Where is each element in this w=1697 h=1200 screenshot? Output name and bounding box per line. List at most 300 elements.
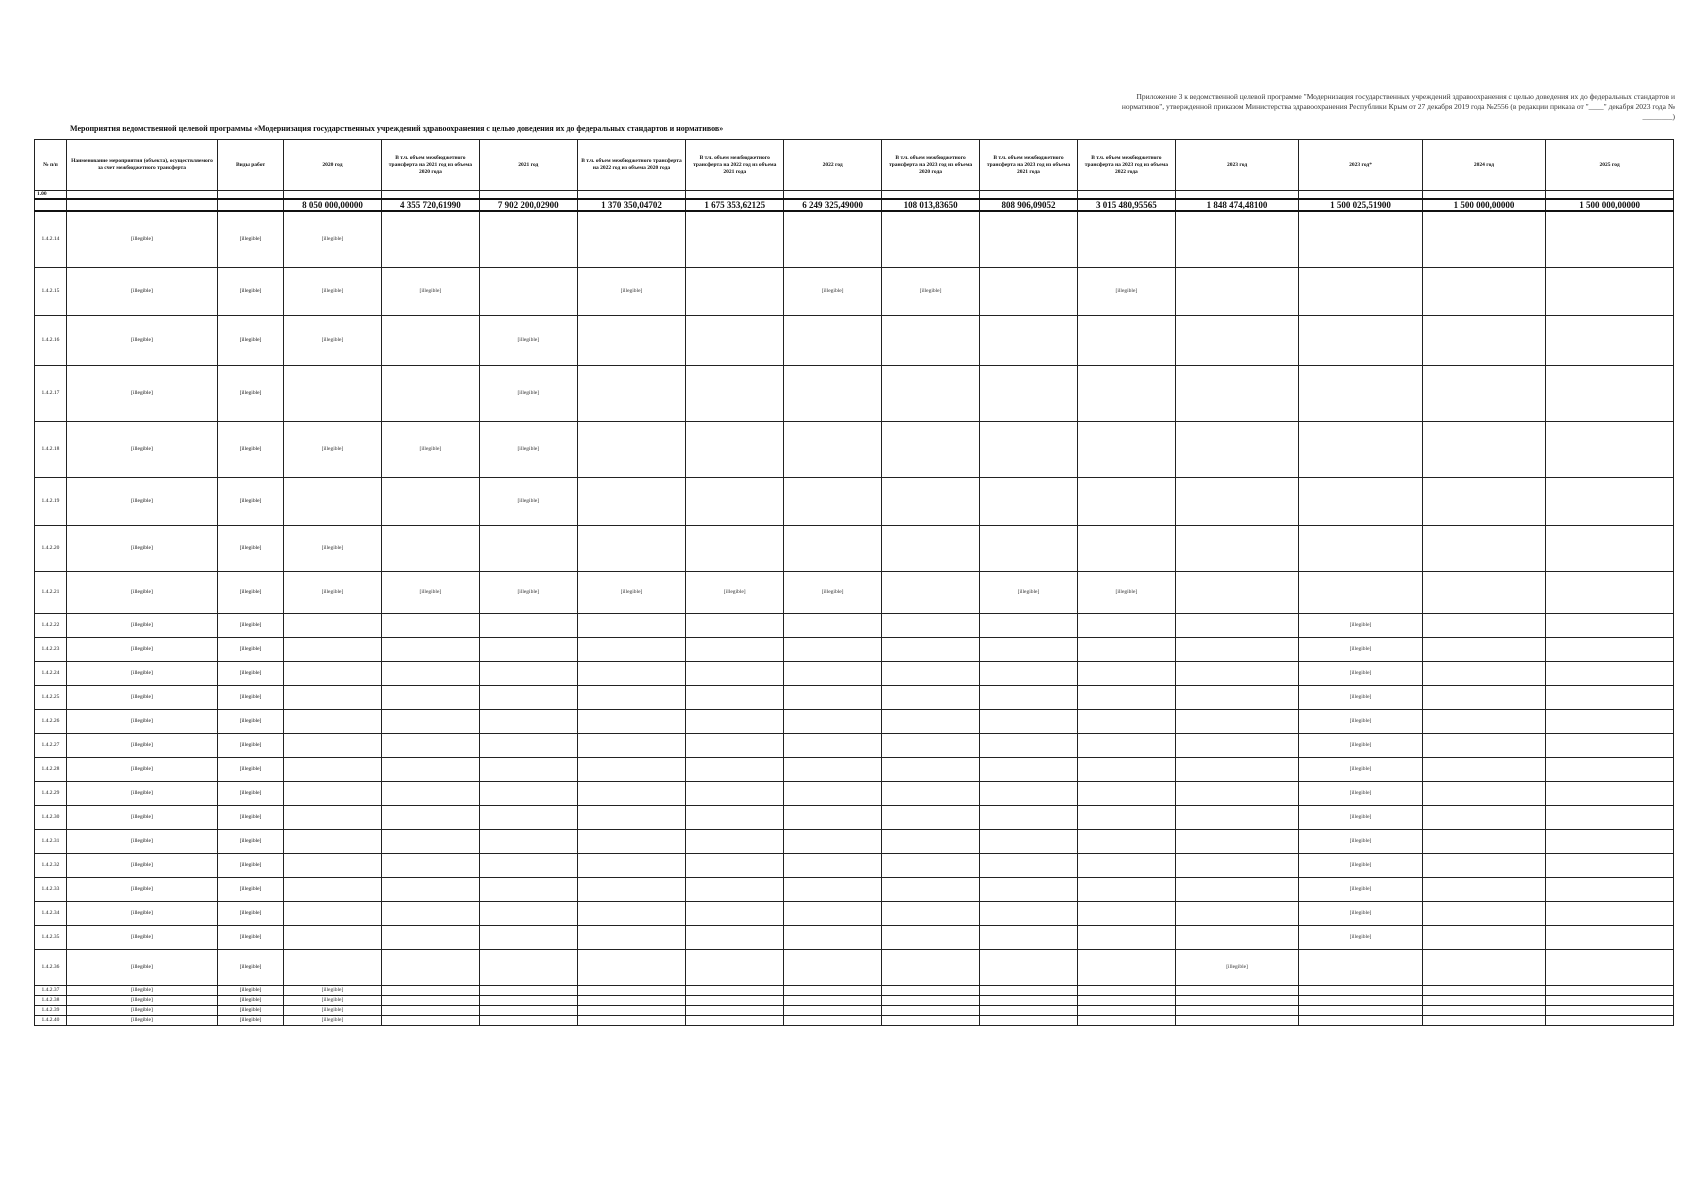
value-cell: [illegible] [686, 571, 784, 613]
value-cell: [illegible] [1299, 685, 1422, 709]
value-cell [577, 733, 686, 757]
row-number: 1.4.2.30 [35, 805, 67, 829]
value-cell [784, 853, 882, 877]
table-row [35, 829, 1674, 853]
value-cell [882, 661, 980, 685]
value-cell [381, 525, 479, 571]
table-row [35, 853, 1674, 877]
value-cell [1175, 853, 1298, 877]
value-cell: [illegible] [1299, 661, 1422, 685]
value-cell: [illegible] [1299, 901, 1422, 925]
value-cell [1077, 685, 1175, 709]
value-cell [381, 315, 479, 365]
row-name: [illegible] [66, 805, 217, 829]
value-cell [784, 757, 882, 781]
blank-cell [66, 191, 217, 200]
value-cell [686, 985, 784, 995]
value-cell [784, 877, 882, 901]
value-cell: [illegible] [284, 571, 382, 613]
value-cell [1299, 949, 1422, 985]
total-cell: 1 500 025,51900 [1299, 199, 1422, 211]
row-name: [illegible] [66, 421, 217, 477]
value-cell [882, 613, 980, 637]
value-cell [882, 995, 980, 1005]
value-cell [686, 525, 784, 571]
value-cell [284, 877, 382, 901]
value-cell [1546, 995, 1674, 1005]
value-cell: [illegible] [381, 571, 479, 613]
value-cell [1175, 267, 1298, 315]
value-cell [980, 365, 1078, 421]
value-cell [686, 661, 784, 685]
value-cell [1546, 949, 1674, 985]
value-cell: [illegible] [479, 571, 577, 613]
blank-cell [784, 191, 882, 200]
value-cell [1077, 613, 1175, 637]
value-cell [1077, 829, 1175, 853]
value-cell [1546, 661, 1674, 685]
value-cell [1175, 571, 1298, 613]
row-work-type: [illegible] [218, 661, 284, 685]
value-cell [577, 365, 686, 421]
value-cell [882, 211, 980, 267]
value-cell [577, 525, 686, 571]
value-cell [479, 901, 577, 925]
row-number: 1.4.2.18 [35, 421, 67, 477]
total-cell: 4 355 720,61990 [381, 199, 479, 211]
value-cell: [illegible] [1077, 267, 1175, 315]
value-cell [1175, 985, 1298, 995]
value-cell [882, 571, 980, 613]
value-cell [1546, 267, 1674, 315]
value-cell [980, 1015, 1078, 1025]
row-work-type: [illegible] [218, 925, 284, 949]
value-cell [686, 1015, 784, 1025]
value-cell [980, 1005, 1078, 1015]
value-cell [784, 733, 882, 757]
row-work-type: [illegible] [218, 877, 284, 901]
value-cell [1175, 661, 1298, 685]
value-cell [1422, 781, 1545, 805]
column-header: 2025 год [1546, 140, 1674, 191]
value-cell [284, 637, 382, 661]
value-cell [980, 985, 1078, 995]
value-cell [1546, 477, 1674, 525]
value-cell: [illegible] [381, 421, 479, 477]
value-cell [784, 365, 882, 421]
total-cell: 1 848 474,48100 [1175, 199, 1298, 211]
value-cell [1175, 757, 1298, 781]
value-cell [1077, 315, 1175, 365]
value-cell [1422, 1005, 1545, 1015]
value-cell: [illegible] [1299, 829, 1422, 853]
value-cell [882, 1015, 980, 1025]
value-cell [1422, 571, 1545, 613]
row-name: [illegible] [66, 995, 217, 1005]
value-cell [1175, 315, 1298, 365]
value-cell [1077, 995, 1175, 1005]
value-cell: [illegible] [577, 267, 686, 315]
value-cell [1077, 709, 1175, 733]
value-cell [686, 781, 784, 805]
program-table [34, 135, 1674, 1026]
value-cell [284, 685, 382, 709]
value-cell: [illegible] [479, 421, 577, 477]
value-cell [381, 709, 479, 733]
value-cell [284, 949, 382, 985]
value-cell [784, 925, 882, 949]
table-body [35, 211, 1674, 1025]
value-cell [882, 805, 980, 829]
row-name: [illegible] [66, 613, 217, 637]
table-row [35, 757, 1674, 781]
value-cell [784, 985, 882, 995]
row-number: 1.4.2.35 [35, 925, 67, 949]
row-number: 1.4.2.24 [35, 661, 67, 685]
value-cell [980, 733, 1078, 757]
row-name: [illegible] [66, 901, 217, 925]
row-number: 1.4.2.36 [35, 949, 67, 985]
value-cell [1422, 985, 1545, 995]
value-cell [479, 525, 577, 571]
value-cell [479, 995, 577, 1005]
value-cell [882, 949, 980, 985]
value-cell: [illegible] [1299, 853, 1422, 877]
row-work-type: [illegible] [218, 685, 284, 709]
value-cell [577, 781, 686, 805]
value-cell [1175, 613, 1298, 637]
value-cell [686, 709, 784, 733]
value-cell [686, 901, 784, 925]
column-header: 2022 год [784, 140, 882, 191]
value-cell [1299, 211, 1422, 267]
blank-cell [35, 199, 67, 211]
value-cell [1546, 613, 1674, 637]
value-cell [1546, 211, 1674, 267]
header-note: Приложение 3 к ведомственной целевой программе "Модернизация государственных учреждений здравоохранения с целью доведения их до федеральных стандартов и нормативов", утвержденной приказом Министерства здравоохранения Республики Крым от 27 декабря 2019 года №2556 (в редакции приказа от "____" декабря 2023 года № ________) [1121, 92, 1675, 121]
value-cell: [illegible] [784, 267, 882, 315]
value-cell: [illegible] [479, 365, 577, 421]
value-cell [1175, 477, 1298, 525]
value-cell [686, 853, 784, 877]
section-code: 1.00 [35, 191, 67, 200]
blank-cell [1546, 191, 1674, 200]
value-cell: [illegible] [1299, 757, 1422, 781]
value-cell [1175, 925, 1298, 949]
value-cell [479, 267, 577, 315]
value-cell [1175, 829, 1298, 853]
value-cell [284, 661, 382, 685]
row-name: [illegible] [66, 661, 217, 685]
value-cell [1077, 365, 1175, 421]
row-name: [illegible] [66, 985, 217, 995]
row-number: 1.4.2.29 [35, 781, 67, 805]
value-cell [1299, 267, 1422, 315]
blank-cell [218, 199, 284, 211]
table-row [35, 525, 1674, 571]
value-cell: [illegible] [1175, 949, 1298, 985]
value-cell [1175, 525, 1298, 571]
blank-cell [284, 191, 382, 200]
table-row [35, 315, 1674, 365]
value-cell: [illegible] [1299, 877, 1422, 901]
row-name: [illegible] [66, 709, 217, 733]
row-work-type: [illegible] [218, 1005, 284, 1015]
value-cell [1422, 829, 1545, 853]
value-cell [980, 613, 1078, 637]
total-cell: 7 902 200,02900 [479, 199, 577, 211]
column-header: № п/п [35, 140, 67, 191]
row-work-type: [illegible] [218, 637, 284, 661]
value-cell [1175, 421, 1298, 477]
value-cell [284, 477, 382, 525]
row-name: [illegible] [66, 925, 217, 949]
value-cell [1422, 995, 1545, 1005]
value-cell: [illegible] [1299, 925, 1422, 949]
table-row [35, 781, 1674, 805]
row-number: 1.4.2.22 [35, 613, 67, 637]
row-number: 1.4.2.37 [35, 985, 67, 995]
row-number: 1.4.2.34 [35, 901, 67, 925]
value-cell [784, 661, 882, 685]
table-row [35, 613, 1674, 637]
value-cell: [illegible] [284, 267, 382, 315]
value-cell [686, 365, 784, 421]
value-cell [980, 781, 1078, 805]
row-name: [illegible] [66, 525, 217, 571]
value-cell [479, 661, 577, 685]
value-cell [1546, 925, 1674, 949]
value-cell [1299, 995, 1422, 1005]
value-cell: [illegible] [479, 315, 577, 365]
row-work-type: [illegible] [218, 853, 284, 877]
value-cell: [illegible] [882, 267, 980, 315]
row-name: [illegible] [66, 315, 217, 365]
value-cell [784, 315, 882, 365]
row-name: [illegible] [66, 781, 217, 805]
table-row [35, 949, 1674, 985]
row-number: 1.4.2.17 [35, 365, 67, 421]
column-header: В т.ч. объем межбюджетного трансферта на 2023 год из объема 2021 года [980, 140, 1078, 191]
row-name: [illegible] [66, 685, 217, 709]
column-header: В т.ч. объем межбюджетного трансферта на 2022 год из объема 2021 года [686, 140, 784, 191]
value-cell [577, 421, 686, 477]
value-cell [1175, 733, 1298, 757]
value-cell [882, 421, 980, 477]
value-cell: [illegible] [1299, 613, 1422, 637]
table-row [35, 985, 1674, 995]
value-cell [882, 901, 980, 925]
row-number: 1.4.2.38 [35, 995, 67, 1005]
value-cell [980, 877, 1078, 901]
column-header: 2020 год [284, 140, 382, 191]
value-cell [980, 709, 1078, 733]
value-cell [479, 1005, 577, 1015]
value-cell [1422, 525, 1545, 571]
value-cell [479, 781, 577, 805]
value-cell [577, 1005, 686, 1015]
value-cell [1422, 757, 1545, 781]
value-cell [1422, 685, 1545, 709]
value-cell [381, 949, 479, 985]
row-work-type: [illegible] [218, 985, 284, 995]
table-row [35, 709, 1674, 733]
value-cell [1299, 421, 1422, 477]
row-work-type: [illegible] [218, 781, 284, 805]
value-cell: [illegible] [784, 571, 882, 613]
row-number: 1.4.2.28 [35, 757, 67, 781]
total-cell: 108 013,83650 [882, 199, 980, 211]
value-cell [882, 685, 980, 709]
value-cell [1175, 901, 1298, 925]
value-cell [479, 949, 577, 985]
value-cell [479, 211, 577, 267]
value-cell [1422, 925, 1545, 949]
value-cell [1175, 709, 1298, 733]
column-header: Виды работ [218, 140, 284, 191]
value-cell [577, 877, 686, 901]
row-number: 1.4.2.16 [35, 315, 67, 365]
row-work-type: [illegible] [218, 805, 284, 829]
blank-cell [980, 191, 1078, 200]
value-cell [1077, 985, 1175, 995]
table-row [35, 1015, 1674, 1025]
row-number: 1.4.2.39 [35, 1005, 67, 1015]
value-cell: [illegible] [284, 315, 382, 365]
row-work-type: [illegible] [218, 709, 284, 733]
value-cell [577, 613, 686, 637]
row-work-type: [illegible] [218, 571, 284, 613]
value-cell [784, 211, 882, 267]
row-name: [illegible] [66, 365, 217, 421]
value-cell [1175, 365, 1298, 421]
value-cell [381, 829, 479, 853]
value-cell [1077, 949, 1175, 985]
value-cell [686, 877, 784, 901]
value-cell [577, 995, 686, 1005]
value-cell [381, 781, 479, 805]
totals-row [35, 199, 1674, 211]
row-number: 1.4.2.19 [35, 477, 67, 525]
row-work-type: [illegible] [218, 613, 284, 637]
row-work-type: [illegible] [218, 421, 284, 477]
value-cell [1175, 637, 1298, 661]
value-cell [1077, 1005, 1175, 1015]
blank-cell [66, 199, 217, 211]
total-cell: 1 675 353,62125 [686, 199, 784, 211]
value-cell [686, 949, 784, 985]
row-number: 1.4.2.32 [35, 853, 67, 877]
column-header: 2023 год [1175, 140, 1298, 191]
row-work-type: [illegible] [218, 901, 284, 925]
value-cell [1077, 733, 1175, 757]
value-cell [784, 901, 882, 925]
table-row [35, 365, 1674, 421]
column-header: В т.ч. объем межбюджетного трансферта на 2023 год из объема 2020 года [882, 140, 980, 191]
value-cell [1175, 781, 1298, 805]
value-cell [1546, 421, 1674, 477]
value-cell [1175, 211, 1298, 267]
document-title: Мероприятия ведомственной целевой программы «Модернизация государственных учреждений здравоохранения с целью доведения их до федеральных стандартов и нормативов» [70, 124, 724, 133]
value-cell [1546, 1015, 1674, 1025]
blank-cell [1077, 191, 1175, 200]
value-cell [381, 757, 479, 781]
value-cell [1546, 985, 1674, 995]
row-work-type: [illegible] [218, 733, 284, 757]
value-cell [1422, 315, 1545, 365]
value-cell [686, 995, 784, 1005]
value-cell [1077, 477, 1175, 525]
row-work-type: [illegible] [218, 525, 284, 571]
value-cell [1077, 925, 1175, 949]
row-name: [illegible] [66, 1015, 217, 1025]
value-cell [784, 613, 882, 637]
value-cell [1546, 1005, 1674, 1015]
value-cell [882, 637, 980, 661]
row-number: 1.4.2.25 [35, 685, 67, 709]
value-cell [784, 805, 882, 829]
column-header: В т.ч. объем межбюджетного трансферта на 2021 год из объема 2020 года [381, 140, 479, 191]
value-cell [1175, 1005, 1298, 1015]
value-cell: [illegible] [1299, 805, 1422, 829]
total-cell: 8 050 000,00000 [284, 199, 382, 211]
blank-cell [218, 191, 284, 200]
value-cell [686, 1005, 784, 1015]
value-cell: [illegible] [1299, 781, 1422, 805]
value-cell [882, 1005, 980, 1015]
row-name: [illegible] [66, 267, 217, 315]
value-cell [784, 421, 882, 477]
value-cell [1546, 637, 1674, 661]
value-cell [1422, 211, 1545, 267]
value-cell [577, 853, 686, 877]
value-cell [1077, 877, 1175, 901]
value-cell [1422, 613, 1545, 637]
column-header: 2023 год* [1299, 140, 1422, 191]
value-cell [479, 829, 577, 853]
value-cell [980, 315, 1078, 365]
value-cell [284, 805, 382, 829]
value-cell [1077, 805, 1175, 829]
value-cell: [illegible] [284, 985, 382, 995]
value-cell [882, 477, 980, 525]
value-cell [686, 925, 784, 949]
row-work-type: [illegible] [218, 949, 284, 985]
value-cell [381, 661, 479, 685]
value-cell [284, 829, 382, 853]
value-cell [882, 709, 980, 733]
row-name: [illegible] [66, 877, 217, 901]
blank-cell [1299, 191, 1422, 200]
blank-cell [381, 191, 479, 200]
value-cell [381, 925, 479, 949]
value-cell [686, 829, 784, 853]
value-cell [284, 365, 382, 421]
value-cell [381, 985, 479, 995]
value-cell: [illegible] [577, 571, 686, 613]
value-cell [284, 733, 382, 757]
table-row [35, 1005, 1674, 1015]
value-cell [882, 315, 980, 365]
table-row [35, 267, 1674, 315]
value-cell [1175, 685, 1298, 709]
value-cell [1299, 1005, 1422, 1015]
value-cell [1422, 901, 1545, 925]
row-number: 1.4.2.15 [35, 267, 67, 315]
value-cell: [illegible] [284, 1005, 382, 1015]
value-cell [577, 211, 686, 267]
value-cell [784, 477, 882, 525]
